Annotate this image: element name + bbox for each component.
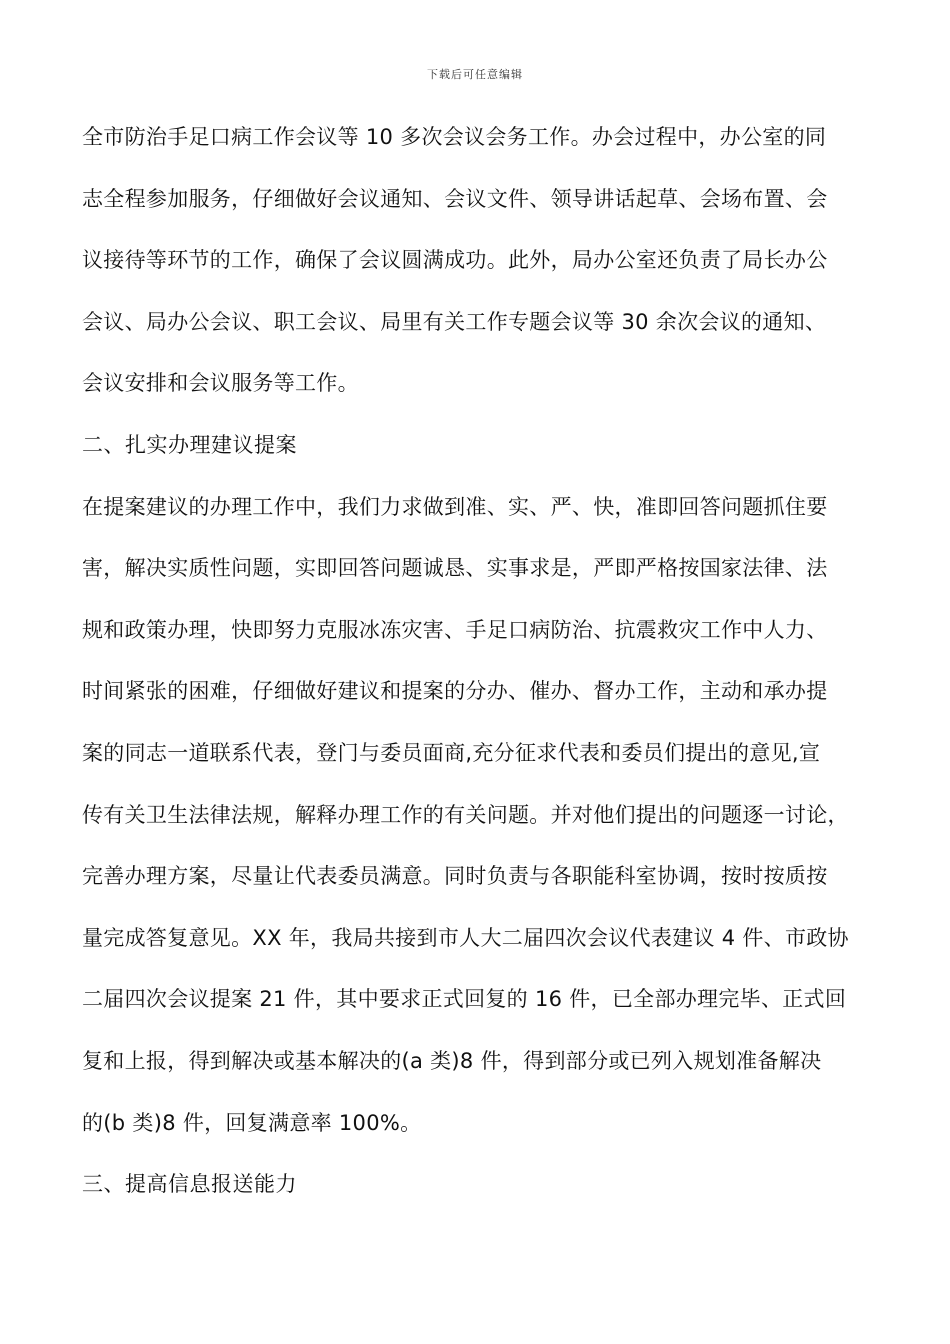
paragraph-line: 案的同志一道联系代表，登门与委员面商,充分征求代表和委员们提出的意见,宣 [82, 740, 821, 765]
paragraph-line: 时间紧张的困难，仔细做好建议和提案的分办、催办、督办工作，主动和承办提 [82, 679, 828, 704]
paragraph-line: 复和上报，得到解决或基本解决的(a 类)8 件，得到部分或已列入规划准备解决 [82, 1048, 822, 1073]
paragraph-line: 二届四次会议提案 21 件，其中要求正式回复的 16 件，已全部办理完毕、正式回 [82, 987, 847, 1012]
paragraph-line: 完善办理方案，尽量让代表委员满意。同时负责与各职能科室协调，按时按质按 [82, 864, 828, 889]
paragraph-line: 规和政策办理，快即努力克服冰冻灾害、手足口病防治、抗震救灾工作中人力、 [82, 617, 828, 642]
page-header-note: 下载后可任意编辑 [427, 68, 523, 81]
paragraph-line: 害，解决实质性问题，实即回答问题诚恳、实事求是，严即严格按国家法律、法 [82, 556, 828, 581]
section-heading: 二、扎实办理建议提案 [82, 432, 297, 457]
paragraph-line: 议接待等环节的工作，确保了会议圆满成功。此外，局办公室还负责了局长办公 [82, 248, 828, 273]
paragraph-line: 量完成答复意见。XX 年，我局共接到市人大二届四次会议代表建议 4 件、市政协 [82, 925, 849, 950]
paragraph-line: 志全程参加服务，仔细做好会议通知、会议文件、领导讲话起草、会场布置、会 [82, 186, 828, 211]
document-body [82, 117, 872, 1226]
paragraph-line: 在提案建议的办理工作中，我们力求做到准、实、严、快，准即回答问题抓住要 [82, 494, 828, 519]
paragraph-line: 的(b 类)8 件，回复满意率 100%。 [82, 1110, 422, 1135]
paragraph-line: 会议、局办公会议、职工会议、局里有关工作专题会议等 30 余次会议的通知、 [82, 309, 827, 334]
paragraph-line: 会议安排和会议服务等工作。 [82, 371, 359, 396]
paragraph-line: 全市防治手足口病工作会议等 10 多次会议会务工作。办会过程中，办公室的同 [82, 125, 827, 149]
paragraph-line: 传有关卫生法律法规，解释办理工作的有关问题。并对他们提出的问题逐一讨论， [82, 802, 849, 827]
section-heading: 三、提高信息报送能力 [82, 1172, 297, 1197]
